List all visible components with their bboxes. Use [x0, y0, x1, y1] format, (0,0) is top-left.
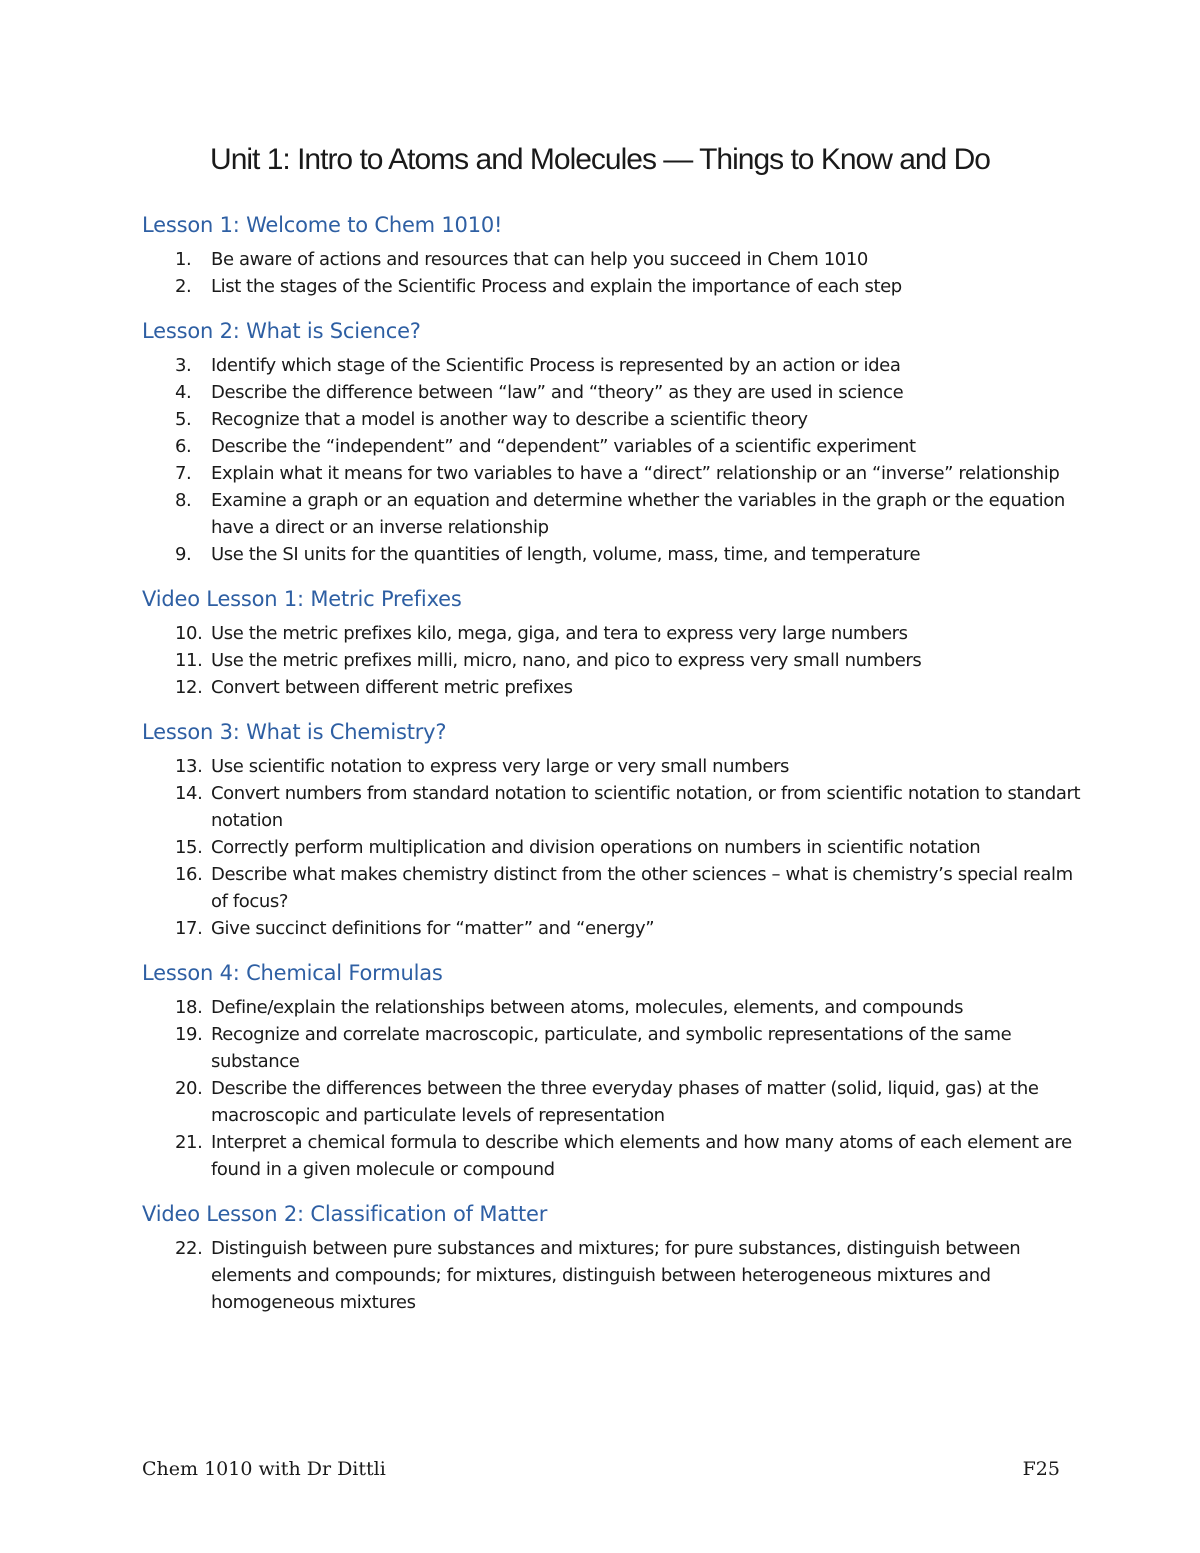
objective-list: [142, 994, 1082, 1183]
objective-text: Convert numbers from standard notation to scientific notation, or from scientific notation to standart notation: [211, 783, 1081, 831]
objective-number: 15.: [175, 837, 203, 858]
objective-text: Interpret a chemical formula to describe which elements and how many atoms of each element are found in a given molecule or compound: [211, 1132, 1072, 1180]
lesson-heading: Lesson 2: What is Science?: [142, 319, 421, 343]
objective-number: 21.: [175, 1132, 203, 1153]
objective-list: [142, 246, 1082, 300]
objective-number: 18.: [175, 997, 203, 1018]
objective-text: Use scientific notation to express very large or very small numbers: [211, 756, 789, 777]
objective-text: Examine a graph or an equation and determine whether the variables in the graph or the equation have a direct or an inverse relationship: [211, 490, 1065, 538]
objective-list: [142, 620, 1082, 701]
lesson-section: [142, 584, 1082, 701]
objective-text: Give succinct definitions for “matter” and “energy”: [211, 918, 655, 939]
objective-number: 6.: [175, 436, 192, 457]
objective-number: 1.: [175, 249, 192, 270]
objective-item: [142, 1129, 1082, 1183]
lesson-heading: Lesson 3: What is Chemistry?: [142, 720, 447, 744]
objective-number: 12.: [175, 677, 203, 698]
objective-item: [142, 620, 1082, 647]
objective-item: [142, 834, 1082, 861]
objective-item: [142, 352, 1082, 379]
objective-number: 2.: [175, 276, 192, 297]
objective-text: Recognize and correlate macroscopic, particulate, and symbolic representations of the same substance: [211, 1024, 1012, 1072]
objective-text: Describe the differences between the three everyday phases of matter (solid, liquid, gas) at the macroscopic and particulate levels of representation: [211, 1078, 1039, 1126]
objective-number: 11.: [175, 650, 203, 671]
objective-item: [142, 674, 1082, 701]
objective-item: [142, 273, 1082, 300]
lesson-section: [142, 210, 1082, 300]
objective-number: 8.: [175, 490, 192, 511]
objective-text: Use the metric prefixes kilo, mega, giga, and tera to express very large numbers: [211, 623, 908, 644]
objective-text: Use the metric prefixes milli, micro, nano, and pico to express very small numbers: [211, 650, 922, 671]
objective-text: Explain what it means for two variables to have a “direct” relationship or an “inverse” relationship: [211, 463, 1060, 484]
objective-text: Describe the “independent” and “dependent” variables of a scientific experiment: [211, 436, 916, 457]
objective-text: Distinguish between pure substances and mixtures; for pure substances, distinguish between elements and compounds; for mixtures, distinguish between heterogeneous mixtures and homogeneous mixtures: [211, 1238, 1021, 1313]
objective-number: 19.: [175, 1024, 203, 1045]
objective-text: Describe the difference between “law” and “theory” as they are used in science: [211, 382, 904, 403]
objective-list: [142, 753, 1082, 942]
objective-number: 20.: [175, 1078, 203, 1099]
objective-item: [142, 406, 1082, 433]
objective-list: [142, 1235, 1082, 1316]
objective-text: Convert between different metric prefixes: [211, 677, 573, 698]
objective-item: [142, 487, 1082, 541]
objective-text: List the stages of the Scientific Process and explain the importance of each step: [211, 276, 902, 297]
objectives-list: [142, 210, 1082, 1332]
objective-text: Use the SI units for the quantities of length, volume, mass, time, and temperature: [211, 544, 921, 565]
objective-item: [142, 647, 1082, 674]
objective-item: [142, 379, 1082, 406]
objective-item: [142, 780, 1082, 834]
footer-course: Chem 1010 with Dr Dittli: [142, 1458, 386, 1480]
objective-list: [142, 352, 1082, 568]
lesson-heading: Lesson 1: Welcome to Chem 1010!: [142, 213, 503, 237]
objective-item: [142, 1075, 1082, 1129]
objective-number: 9.: [175, 544, 192, 565]
objective-item: [142, 915, 1082, 942]
objective-text: Recognize that a model is another way to describe a scientific theory: [211, 409, 808, 430]
lesson-section: [142, 1199, 1082, 1316]
lesson-heading: Video Lesson 2: Classification of Matter: [142, 1202, 548, 1226]
objective-text: Identify which stage of the Scientific Process is represented by an action or idea: [211, 355, 901, 376]
objective-text: Correctly perform multiplication and division operations on numbers in scientific notation: [211, 837, 981, 858]
objective-text: Be aware of actions and resources that can help you succeed in Chem 1010: [211, 249, 868, 270]
objective-item: [142, 433, 1082, 460]
footer-term: F25: [1022, 1458, 1060, 1480]
objective-number: 13.: [175, 756, 203, 777]
lesson-heading: Lesson 4: Chemical Formulas: [142, 961, 443, 985]
objective-number: 22.: [175, 1238, 203, 1259]
lesson-section: [142, 958, 1082, 1183]
objective-number: 10.: [175, 623, 203, 644]
objective-item: [142, 753, 1082, 780]
lesson-section: [142, 316, 1082, 568]
objective-number: 16.: [175, 864, 203, 885]
objective-number: 7.: [175, 463, 192, 484]
objective-item: [142, 861, 1082, 915]
objective-item: [142, 1235, 1082, 1316]
objective-number: 4.: [175, 382, 192, 403]
objective-number: 14.: [175, 783, 203, 804]
lesson-section: [142, 717, 1082, 942]
lesson-heading: Video Lesson 1: Metric Prefixes: [142, 587, 462, 611]
objective-number: 17.: [175, 918, 203, 939]
objective-item: [142, 994, 1082, 1021]
objective-number: 3.: [175, 355, 192, 376]
objective-item: [142, 1021, 1082, 1075]
objective-item: [142, 460, 1082, 487]
objective-number: 5.: [175, 409, 192, 430]
objective-text: Describe what makes chemistry distinct from the other sciences – what is chemistry’s special realm of focus?: [211, 864, 1073, 912]
page-title: Unit 1: Intro to Atoms and Molecules — Things to Know and Do: [210, 143, 990, 176]
objective-item: [142, 246, 1082, 273]
objective-item: [142, 541, 1082, 568]
objective-text: Define/explain the relationships between atoms, molecules, elements, and compounds: [211, 997, 964, 1018]
